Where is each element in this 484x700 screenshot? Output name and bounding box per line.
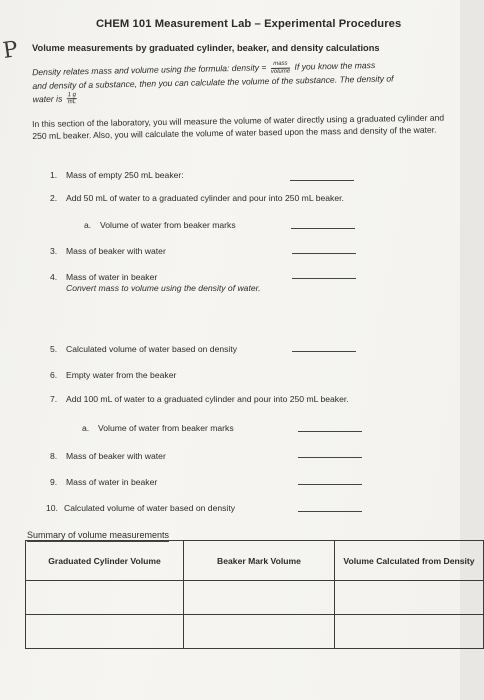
summary-row-2 [26,615,484,649]
fraction-numerator: mass [271,61,290,69]
header-volume-calculated-from-density: Volume Calculated from Density [335,541,484,581]
water-density-fraction [67,92,78,106]
header-beaker-mark-volume: Beaker Mark Volume [184,541,335,581]
step-2: 2. Add 50 mL of water to a graduated cylinder and pour into 250 mL beaker. [50,193,344,203]
answer-blank-2a[interactable] [291,228,355,229]
step-8: 8. Mass of beaker with water [50,451,166,461]
margin-handwritten-mark: P [1,37,20,64]
answer-blank-7a[interactable] [298,431,362,432]
step-7a: a. Volume of water from beaker marks [82,423,234,433]
page-title: CHEM 101 Measurement Lab – Experimental Procedures [96,18,402,30]
answer-blank-10[interactable] [298,511,362,512]
cell-calculated-1[interactable] [335,581,484,615]
answer-blank-5[interactable] [292,351,356,352]
cell-graduated-cylinder-1[interactable] [26,581,184,615]
step-6: 6. Empty water from the beaker [50,370,177,380]
cell-beaker-mark-1[interactable] [184,581,335,615]
answer-blank-3[interactable] [292,253,356,254]
answer-blank-4[interactable] [292,278,356,279]
summary-row-1 [26,581,484,615]
fraction-denominator: mL [67,99,77,106]
intro-water-text: water is [32,93,63,104]
density-fraction [271,61,291,75]
fraction-denominator: volume [270,68,291,75]
step-2a: a. Volume of water from beaker marks [84,220,236,230]
summary-title: Summary of volume measurements [27,530,170,540]
answer-blank-1[interactable] [290,180,354,181]
cell-calculated-2[interactable] [335,615,484,649]
procedure-paragraph: In this section of the laboratory, you will measure the volume of water directly using a graduated cylinder and 250 mL beaker. Also, you will calculate the volume of water based upon the mass and density of the water. [32,112,445,141]
summary-table [25,540,484,649]
intro-line-2: and density of a substance, then you can calculate the volume of the substance. The density of [32,73,394,91]
cell-beaker-mark-2[interactable] [184,615,335,649]
convert-note: Convert mass to volume using the density of water. [66,283,261,293]
step-4: 4. Mass of water in beaker [50,272,158,282]
step-10: 10. Calculated volume of water based on density [46,503,236,513]
answer-blank-9[interactable] [298,484,362,485]
header-graduated-cylinder-volume: Graduated Cylinder Volume [26,541,184,581]
summary-header-row [26,541,484,581]
section-subtitle: Volume measurements by graduated cylinder, beaker, and density calculations [32,43,380,53]
cell-graduated-cylinder-2[interactable] [26,615,184,649]
step-9: 9. Mass of water in beaker [50,477,158,487]
step-3: 3. Mass of beaker with water [50,246,166,256]
intro-line-1-suffix: If you know the mass [294,60,376,72]
step-7: 7. Add 100 mL of water to a graduated cylinder and pour into 250 mL beaker. [50,394,349,404]
intro-formula-text: Density relates mass and volume using the formula: density = [32,62,267,78]
density-intro [32,57,453,106]
answer-blank-8[interactable] [298,457,362,458]
step-1: 1. Mass of empty 250 mL beaker: [50,170,184,180]
fraction-numerator: 1 g [67,91,77,98]
step-5: 5. Calculated volume of water based on density [50,344,238,354]
